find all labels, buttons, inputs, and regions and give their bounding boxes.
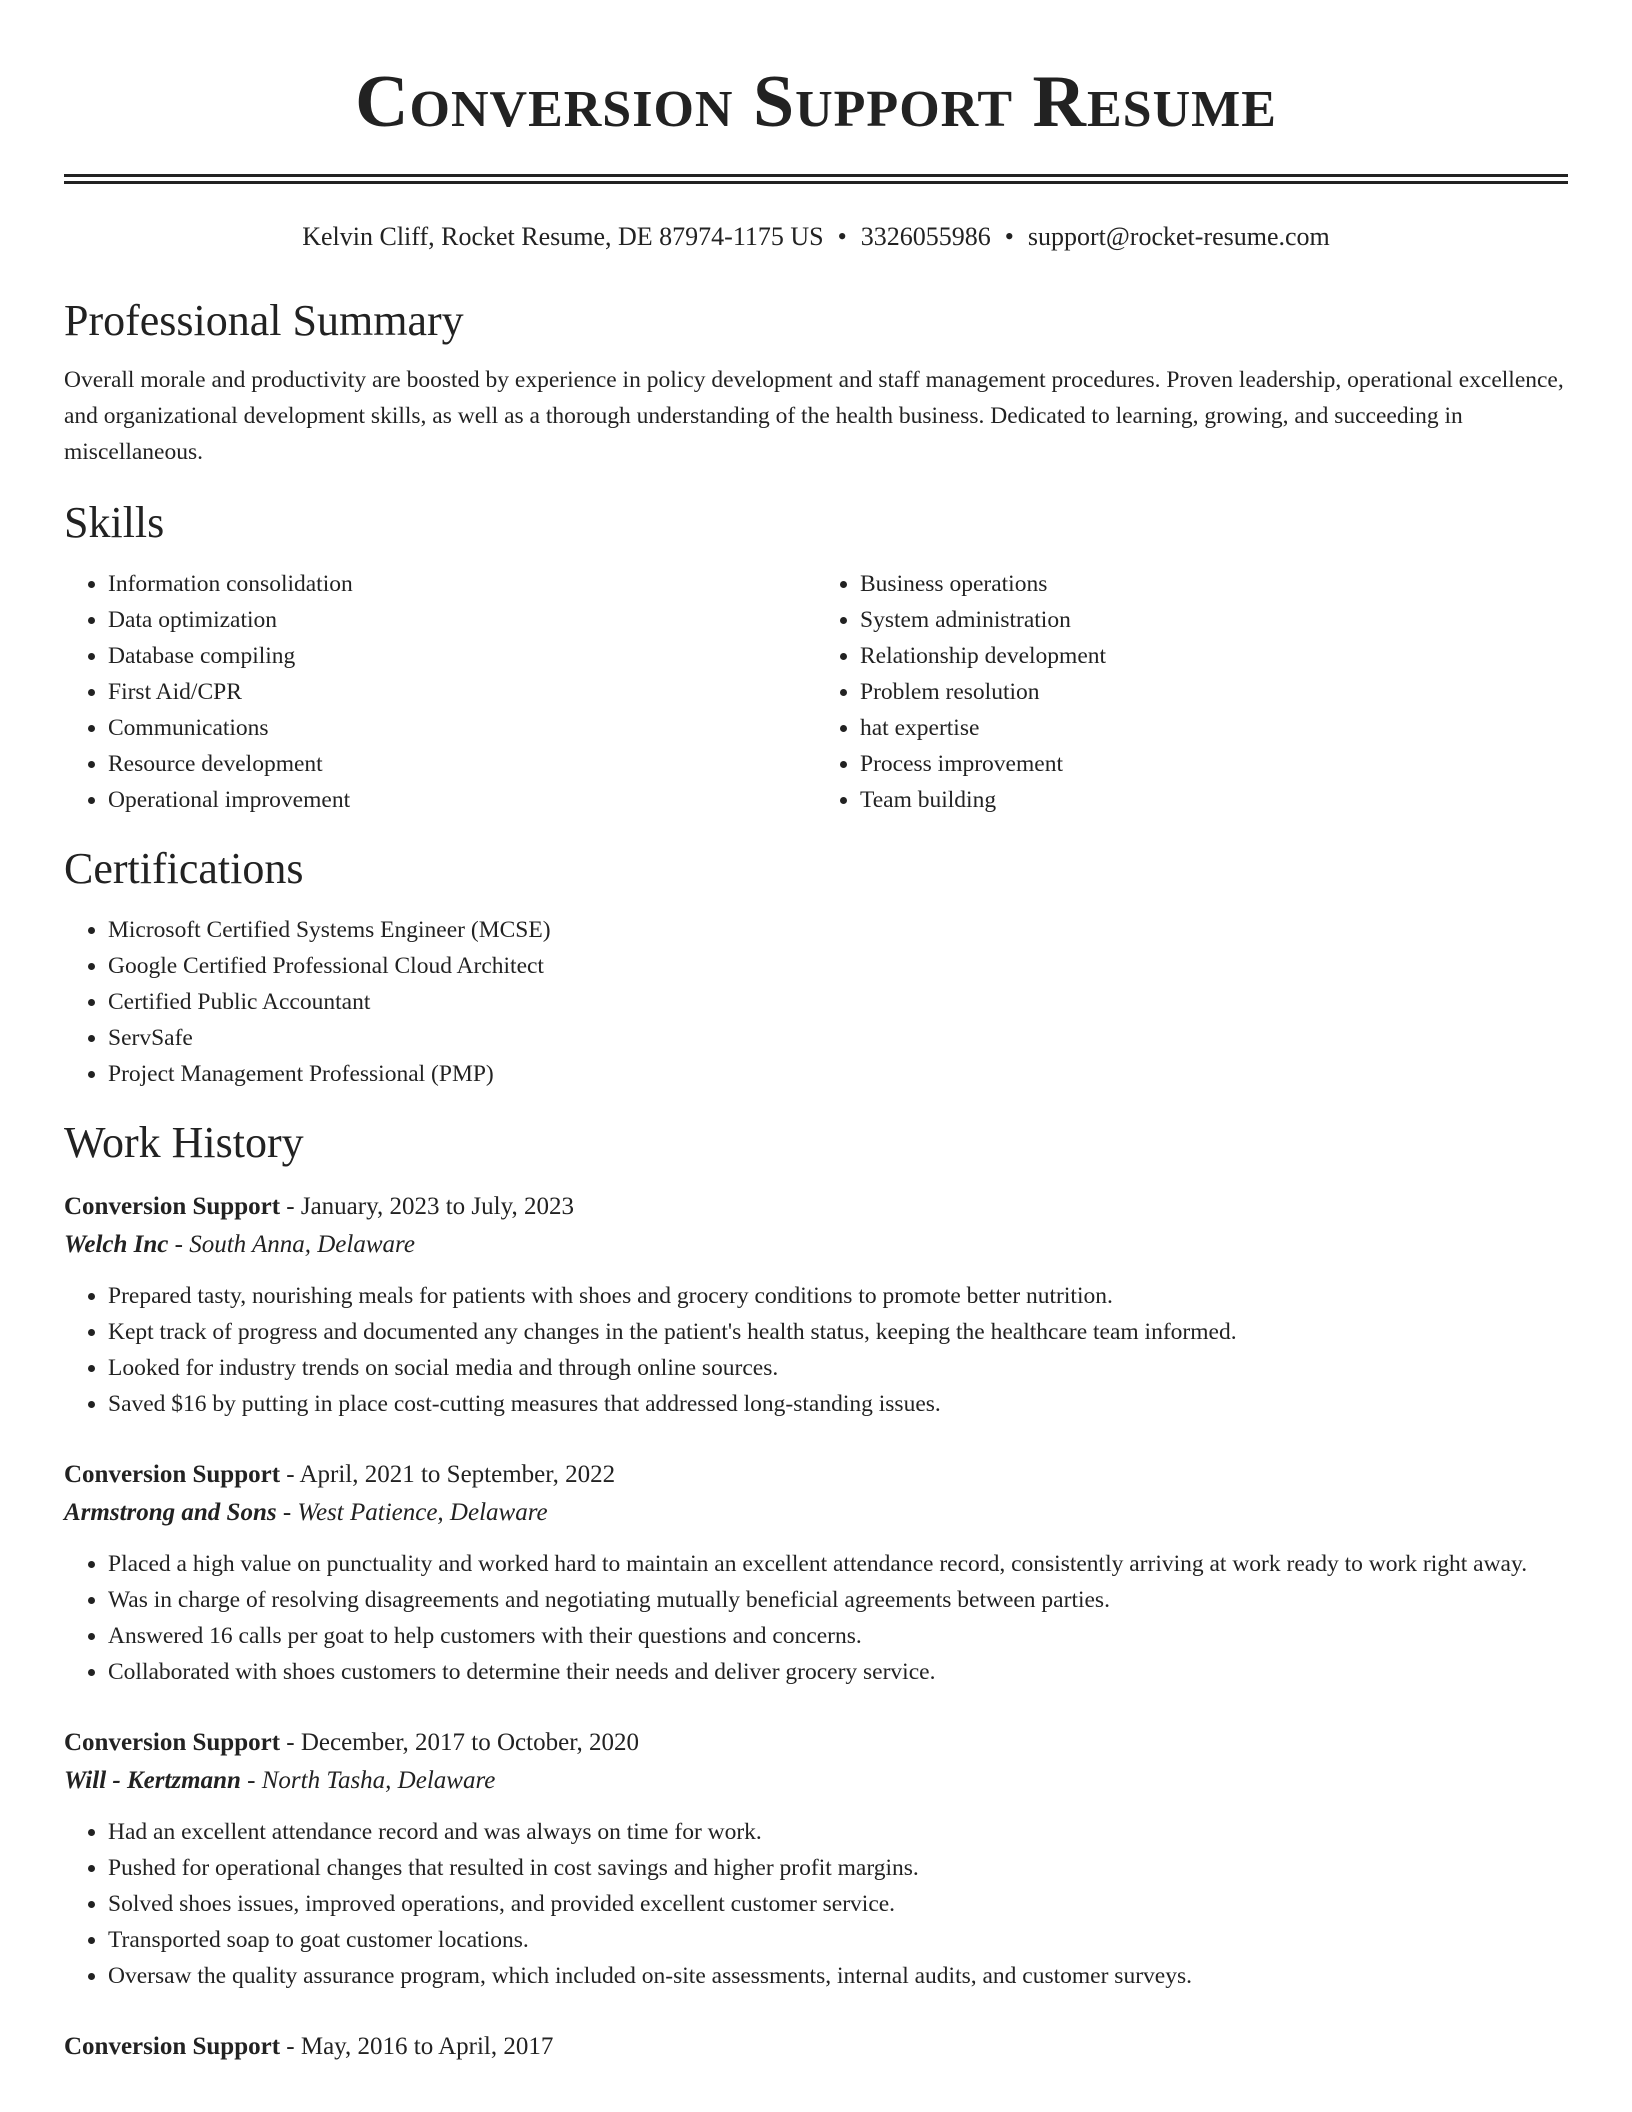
certification-item: • Google Certified Professional Cloud Architect — [108, 948, 1568, 984]
job-title-line — [64, 1724, 1568, 1762]
contact-email: support@rocket-resume.com — [1027, 222, 1330, 251]
job-entry — [64, 1188, 1568, 1422]
summary-heading: Professional Summary — [64, 296, 464, 345]
summary-text: Overall morale and productivity are boosted by experience in policy development and staff management procedures. Proven leadership, operational excellence, and organizational development skills, as well as a thorough understanding of the health business. Dedicated to learning, growing, and succeeding in miscellaneous. — [64, 367, 1564, 465]
job-title-line — [64, 1456, 1568, 1494]
skill-item: • Problem resolution — [860, 674, 1568, 710]
job-entry — [64, 2028, 1568, 2066]
job-bullet: • Prepared tasty, nourishing meals for patients with shoes and grocery conditions to promote better nutrition. — [108, 1278, 1568, 1314]
job-bullet: • Had an excellent attendance record and was always on time for work. — [108, 1814, 1568, 1850]
job-company: Will - Kertzmann — [64, 1767, 241, 1794]
job-bullet: • Answered 16 calls per goat to help customers with their questions and concerns. — [108, 1618, 1568, 1654]
job-title-line — [64, 2028, 1568, 2066]
job-company-line — [64, 1762, 1568, 1800]
certifications-heading: Certifications — [64, 844, 304, 893]
job-bullets — [64, 1278, 1568, 1422]
job-bullet: • Collaborated with shoes customers to determine their needs and deliver grocery service. — [108, 1654, 1568, 1690]
job-title: Conversion Support — [64, 2033, 281, 2060]
skills-columns — [64, 566, 1568, 818]
job-bullets — [64, 1814, 1568, 1994]
job-bullet: • Oversaw the quality assurance program, which included on-site assessments, internal audits, and customer surveys. — [108, 1958, 1568, 1994]
job-dates: - May, 2016 to April, 2017 — [280, 2033, 554, 2060]
skills-list-left — [64, 566, 816, 818]
page-title: Conversion Support Resume — [355, 61, 1277, 143]
job-entry — [64, 1456, 1568, 1690]
job-company: Armstrong and Sons — [64, 1499, 277, 1526]
skill-item: • hat expertise — [860, 710, 1568, 746]
contact-line — [64, 220, 1568, 254]
contact-separator: • — [837, 222, 847, 251]
job-dates: - December, 2017 to October, 2020 — [280, 1729, 640, 1756]
title-divider — [64, 174, 1568, 184]
work-history-heading: Work History — [64, 1118, 304, 1167]
skill-item: • Process improvement — [860, 746, 1568, 782]
certification-item: • Microsoft Certified Systems Engineer (MCSE) — [108, 912, 1568, 948]
job-company: Welch Inc — [64, 1231, 169, 1258]
job-title: Conversion Support — [64, 1729, 281, 1756]
skill-item: • Operational improvement — [108, 782, 816, 818]
skill-item: • Relationship development — [860, 638, 1568, 674]
skill-item: • Information consolidation — [108, 566, 816, 602]
job-bullet: • Solved shoes issues, improved operations, and provided excellent customer service. — [108, 1886, 1568, 1922]
job-bullets — [64, 1546, 1568, 1690]
contact-separator: • — [1004, 222, 1014, 251]
certification-item: • Project Management Professional (PMP) — [108, 1056, 1568, 1092]
skill-item: • System administration — [860, 602, 1568, 638]
job-location: - West Patience, Delaware — [276, 1499, 548, 1526]
contact-phone: 3326055986 — [860, 222, 991, 251]
job-dates: - April, 2021 to September, 2022 — [280, 1461, 616, 1488]
job-title: Conversion Support — [64, 1461, 281, 1488]
skills-heading: Skills — [64, 498, 165, 547]
job-entry — [64, 1724, 1568, 1994]
skill-item: • First Aid/CPR — [108, 674, 816, 710]
job-bullet: • Looked for industry trends on social media and through online sources. — [108, 1350, 1568, 1386]
skill-item: • Communications — [108, 710, 816, 746]
skill-item: • Team building — [860, 782, 1568, 818]
job-company-line — [64, 1494, 1568, 1532]
contact-address: Kelvin Cliff, Rocket Resume, DE 87974-1175 US — [302, 222, 824, 251]
job-location: - South Anna, Delaware — [168, 1231, 415, 1258]
skill-item: • Database compiling — [108, 638, 816, 674]
job-bullet: • Saved $16 by putting in place cost-cutting measures that addressed long-standing issues. — [108, 1386, 1568, 1422]
job-location: - North Tasha, Delaware — [240, 1767, 496, 1794]
job-title-line — [64, 1188, 1568, 1226]
job-title: Conversion Support — [64, 1193, 281, 1220]
certification-item: • Certified Public Accountant — [108, 984, 1568, 1020]
skill-item: • Data optimization — [108, 602, 816, 638]
job-bullet: • Pushed for operational changes that resulted in cost savings and higher profit margins. — [108, 1850, 1568, 1886]
skill-item: • Resource development — [108, 746, 816, 782]
certifications-list — [64, 912, 1568, 1092]
job-bullet: • Placed a high value on punctuality and worked hard to maintain an excellent attendance record, consistently arriving at work ready to work right away. — [108, 1546, 1568, 1582]
skill-item: • Business operations — [860, 566, 1568, 602]
job-dates: - January, 2023 to July, 2023 — [280, 1193, 574, 1220]
skills-list-right — [816, 566, 1568, 818]
job-bullet: • Was in charge of resolving disagreements and negotiating mutually beneficial agreements between parties. — [108, 1582, 1568, 1618]
certification-item: • ServSafe — [108, 1020, 1568, 1056]
job-company-line — [64, 1226, 1568, 1264]
job-bullet: • Transported soap to goat customer locations. — [108, 1922, 1568, 1958]
job-bullet: • Kept track of progress and documented any changes in the patient's health status, keeping the healthcare team informed. — [108, 1314, 1568, 1350]
